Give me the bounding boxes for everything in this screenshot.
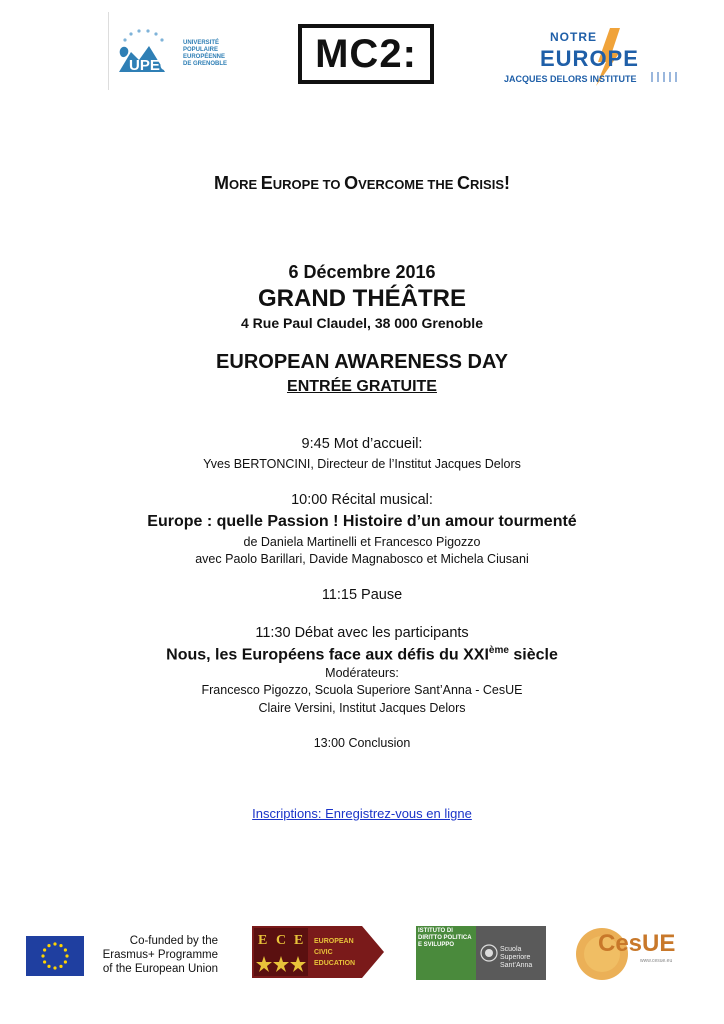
mc2-logo xyxy=(298,24,434,84)
sant-anna-panel: Scuola Superiore Sant’Anna xyxy=(476,926,546,980)
institute-text: JACQUES DELORS INSTITUTE xyxy=(504,74,637,84)
europe-text: EUROPE xyxy=(540,46,639,71)
upeg-name: UNIVERSITÉ POPULAIRE EUROPÉENNE DE GRENOBLE xyxy=(183,40,228,67)
venue-address: 4 Rue Paul Claudel, 38 000 Grenoble xyxy=(241,315,483,331)
isd-text: ISTITUTO DI DIRITTO POLITICA E SVILUPPO xyxy=(416,926,476,980)
svg-text:E: E xyxy=(258,933,268,948)
eu-flag-icon xyxy=(26,936,84,976)
program-speaker-1: Yves BERTONCINI, Directeur de l’Institut Jacques Delors xyxy=(203,457,521,471)
event-date: 6 Décembre 2016 xyxy=(288,262,436,282)
mc2-text: MC2: xyxy=(315,32,417,76)
program-title-2: Europe : quelle Passion ! Histoire d’un amour tourmenté xyxy=(147,513,577,530)
program-time-2: 10:00 Récital musical: xyxy=(291,492,433,508)
svg-text:EDUCATION: EDUCATION xyxy=(314,960,356,967)
erasmus-cofunding-text: Co-funded by the Erasmus+ Programme of the European Union xyxy=(102,935,218,975)
venue-name: GRAND THÉÂTRE xyxy=(258,285,466,312)
program-time-1: 9:45 Mot d’accueil: xyxy=(301,436,423,452)
upeg-emblem-icon xyxy=(115,26,177,78)
moderators-label: Modérateurs: xyxy=(325,666,399,680)
program-title-4: Nous, les Européens face aux défis du XXIème siècle xyxy=(166,645,558,664)
event-title: MORE EUROPE TO OVERCOME THE CRISIS! xyxy=(213,173,511,193)
moderator-1: Francesco Pigozzo, Scuola Superiore Sant’Anna - CesUE xyxy=(201,683,523,697)
program-line-2a: de Daniela Martinelli et Francesco Pigozzo xyxy=(243,535,481,549)
event-name: EUROPEAN AWARENESS DAY xyxy=(216,351,508,373)
program-time-5: 13:00 Conclusion xyxy=(313,736,411,750)
admission-label: ENTRÉE GRATUITE xyxy=(287,378,437,395)
svg-text:UPEG: UPEG xyxy=(129,57,172,74)
notre-europe-logo xyxy=(502,22,678,92)
svg-text:EUROPEAN: EUROPEAN xyxy=(314,938,354,945)
program-line-2b: avec Paolo Barillari, Davide Magnabosco et Michela Ciusani xyxy=(195,552,529,566)
program-time-3: 11:15 Pause xyxy=(321,587,403,603)
cesue-logo: CesUE www.cesue.eu xyxy=(574,924,690,984)
moderator-2: Claire Versini, Institut Jacques Delors xyxy=(258,701,466,715)
seal-icon xyxy=(480,944,498,962)
program-time-4: 11:30 Débat avec les participants xyxy=(255,625,469,641)
notre-text: NOTRE xyxy=(550,30,597,44)
sant-anna-logo xyxy=(416,926,546,980)
svg-text:CIVIC: CIVIC xyxy=(314,949,333,956)
svg-text:C: C xyxy=(276,933,287,948)
ece-logo xyxy=(252,926,384,978)
registration-link[interactable]: Inscriptions: Enregistrez-vous en ligne xyxy=(252,806,472,821)
upeg-logo xyxy=(108,12,227,90)
svg-text:E: E xyxy=(294,933,304,948)
